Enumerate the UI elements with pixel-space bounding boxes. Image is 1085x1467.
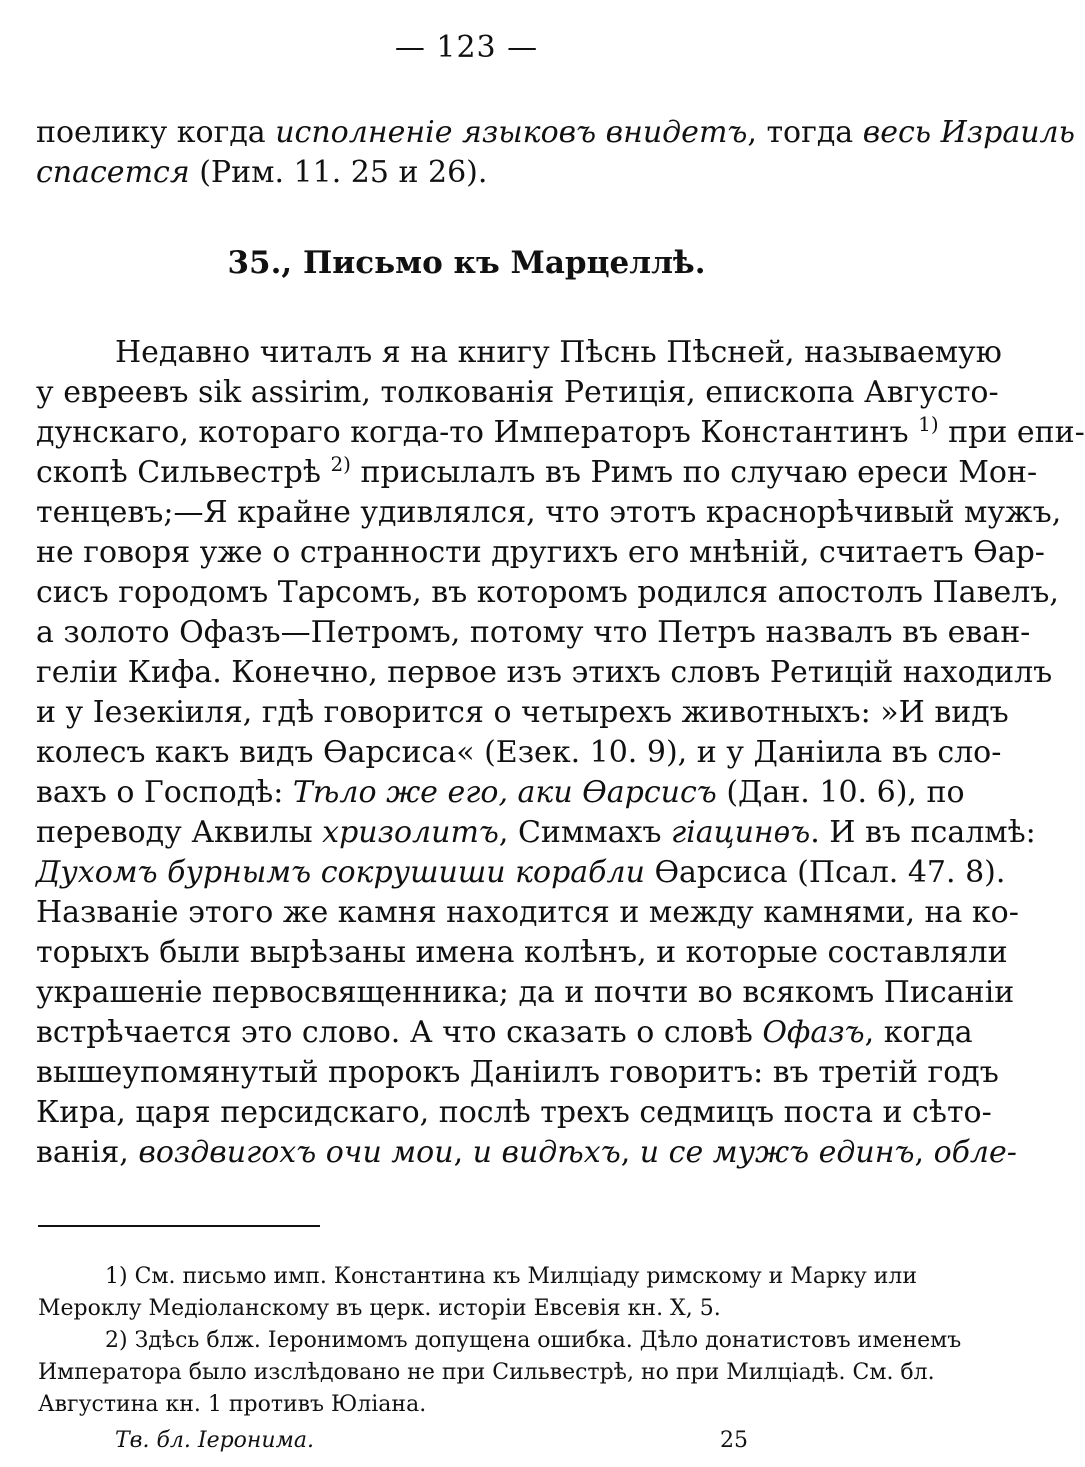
text-run: при епи- (938, 415, 1085, 450)
body-line-5: тенцевъ;—Я крайне удивлялся, что этотъ краснорѣчивый мужъ, (36, 495, 1062, 530)
body-line-18 (36, 1013, 973, 1053)
body-line-14 (36, 853, 1006, 893)
intro-line-1 (36, 113, 1075, 153)
text-run: поелику когда (36, 115, 276, 150)
text-run: Здѣсь блж. Іеронимомъ допущена ошибка. Дѣло донатистовъ именемъ (127, 1328, 962, 1353)
italic-run: Духомъ бурнымъ сокрушиши корабли (36, 855, 645, 890)
text-run: присылалъ въ Римъ по случаю ереси Мон- (350, 455, 1038, 490)
text-run: (Рим. 11. 25 и 26). (189, 155, 488, 190)
text-run: , (914, 1135, 934, 1170)
text-run: , когда (864, 1015, 973, 1050)
text-run: дунскаго, котораго когда-то Императоръ Константинъ (36, 415, 919, 450)
italic-run: и видѣхъ (472, 1135, 621, 1170)
body-line-3 (36, 412, 1085, 453)
footnote-ref-2: 2) (330, 452, 351, 476)
body-line-19: вышеупомянутый пророкъ Даніилъ говоритъ: въ третій годъ (36, 1055, 999, 1090)
body-line-2: у евреевъ sik assirim, толкованія Ретиція, епископа Августо- (36, 375, 999, 410)
sheet-number: 25 (720, 1428, 748, 1453)
italic-run: весь Израиль (862, 115, 1075, 150)
body-line-11: колесъ какъ видъ Ѳарсиса« (Езек. 10. 9), и у Даніила въ сло- (36, 735, 1002, 770)
italic-run: воздвигохъ очи мои (138, 1135, 454, 1170)
italic-run: Офазъ (762, 1015, 865, 1050)
text-run: . И въ псалмѣ: (810, 815, 1036, 850)
italic-run: гіацинѳъ (671, 815, 811, 850)
italic-run: и се мужъ единъ (639, 1135, 915, 1170)
text-run: , Симмахъ (498, 815, 672, 850)
body-line-21 (36, 1133, 1017, 1173)
body-line-12 (36, 773, 965, 813)
footnote-1-line-1 (105, 1262, 918, 1292)
footnote-2-line-3: Августина кн. 1 противъ Юліана. (38, 1392, 427, 1417)
page-number: — 123 — (394, 30, 539, 65)
text-run: переводу Аквилы (36, 815, 323, 850)
intro-line-2 (36, 153, 886, 193)
text-run: , (620, 1135, 640, 1170)
text-run: См. письмо имп. Константина къ Милціаду римскому и Марку или (127, 1264, 918, 1289)
footnote-2-line-1 (105, 1326, 962, 1356)
body-line-10: и у Іезекіиля, гдѣ говорится о четырехъ животныхъ: »И видъ (36, 695, 1009, 730)
footnote-2-line-2: Императора было изслѣдовано не при Сильвестрѣ, но при Милціадѣ. См. бл. (38, 1360, 935, 1385)
footnote-ref-1: 1) (918, 412, 939, 436)
body-line-1: Недавно читалъ я на книгу Пѣснь Пѣсней, называемую (115, 335, 1002, 370)
text-run: вахъ о Господѣ: (36, 775, 293, 810)
text-run: , (453, 1135, 473, 1170)
italic-run: исполненіе языковъ внидетъ (275, 115, 748, 150)
text-run: Ѳарсиса (Псал. 47. 8). (644, 855, 1006, 890)
body-line-15: Названіе этого же камня находится и между камнями, на ко- (36, 895, 1019, 930)
footnote-divider (38, 1225, 320, 1227)
italic-run: обле- (933, 1135, 1017, 1170)
footnote-1-line-2: Мероклу Медіоланскому въ церк. исторіи Евсевія кн. X, 5. (38, 1296, 721, 1321)
body-line-7: сисъ городомъ Тарсомъ, въ которомъ родился апостолъ Павелъ, (36, 575, 1059, 610)
text-run: ванія, (36, 1135, 139, 1170)
body-line-16: торыхъ были вырѣзаны имена колѣнъ, и которые составляли (36, 935, 1008, 970)
italic-run: Тѣло же его, аки Ѳарсисъ (292, 775, 717, 810)
footnote-mark-1: 1) (105, 1264, 128, 1289)
italic-run: спасется (36, 155, 190, 190)
body-line-13 (36, 813, 1036, 853)
signature-line: Тв. бл. Іеронима. (115, 1428, 314, 1453)
text-run: (Дан. 10. 6), по (716, 775, 965, 810)
italic-run: хризолитъ (322, 815, 499, 850)
text-run: , тогда (747, 115, 863, 150)
body-line-20: Кира, царя персидскаго, послѣ трехъ седмицъ поста и сѣто- (36, 1095, 992, 1130)
body-line-6: не говоря уже о странности другихъ его мнѣній, считаетъ Ѳар- (36, 535, 1045, 570)
text-run: встрѣчается это слово. А что сказать о словѣ (36, 1015, 763, 1050)
footnote-mark-2: 2) (105, 1328, 128, 1353)
text-run: скопѣ Сильвестрѣ (36, 455, 331, 490)
body-line-17: украшеніе первосвященника; да и почти во всякомъ Писаніи (36, 975, 1015, 1010)
letter-heading: 35., Письмо къ Марцеллѣ. (227, 245, 706, 281)
body-line-4 (36, 452, 1038, 493)
body-line-8: а золото Офазъ—Петромъ, потому что Петръ назвалъ въ еван- (36, 615, 1031, 650)
body-line-9: геліи Кифа. Конечно, первое изъ этихъ словъ Ретицій находилъ (36, 655, 1053, 690)
